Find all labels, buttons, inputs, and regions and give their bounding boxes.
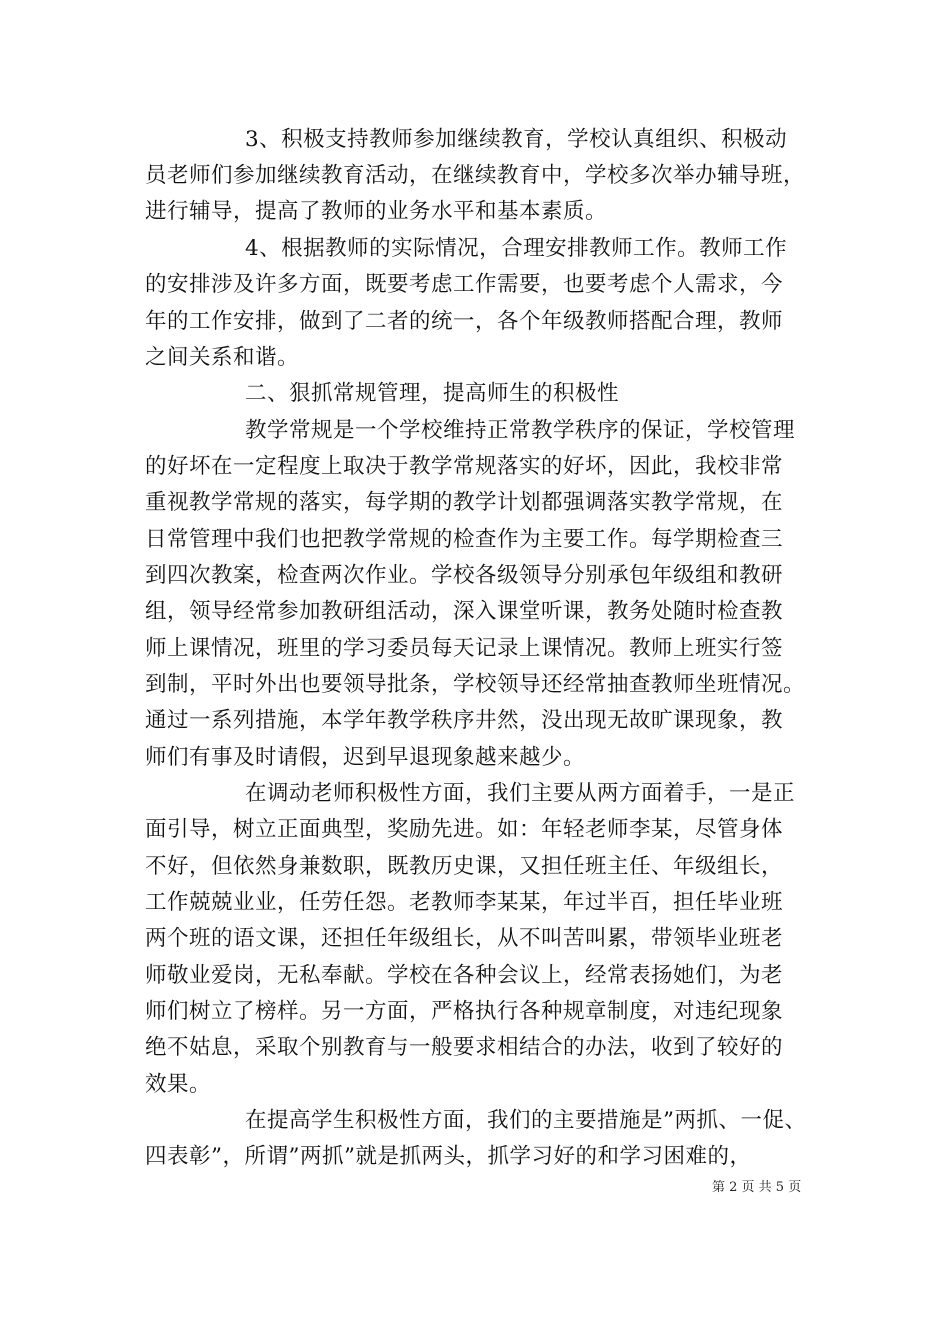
text-line: 四表彰”，所谓”两抓”就是抓两头，抓学习好的和学习困难的， (145, 1144, 752, 1169)
text-line: 两个班的语文课，还担任年级组长，从不叫苦叫累，带领毕业班老 (145, 926, 784, 951)
text-line: 4、根据教师的实际情况，合理安排教师工作。教师工作 (245, 236, 788, 261)
text-line: 的安排涉及许多方面，既要考虑工作需要，也要考虑个人需求，今 (145, 272, 784, 297)
text-line: 绝不姑息，采取个别教育与一般要求相结合的办法，收到了较好的 (145, 1035, 784, 1060)
text-line: 年的工作安排，做到了二者的统一，各个年级教师搭配合理，教师 (145, 309, 784, 334)
text-line: 组，领导经常参加教研组活动，深入课堂听课，教务处随时检查教 (145, 599, 784, 624)
section-heading: 二、狠抓常规管理，提高师生的积极性 (245, 381, 620, 406)
text-line: 工作兢兢业业，任劳任怨。老教师李某某，年过半百，担任毕业班 (145, 890, 784, 915)
text-line: 通过一系列措施，本学年教学秩序井然，没出现无故旷课现象，教 (145, 708, 784, 733)
page-number-footer: 第 2 页 共 5 页 (712, 1180, 802, 1195)
text-line: 到四次教案，检查两次作业。学校各级领导分别承包年级组和教研 (145, 563, 784, 588)
text-line: 的好坏在一定程度上取决于教学常规落实的好坏，因此，我校非常 (145, 454, 784, 479)
text-line: 进行辅导，提高了教师的业务水平和基本素质。 (145, 199, 608, 224)
text-line: 员老师们参加继续教育活动，在继续教育中，学校多次举办辅导班， (145, 163, 806, 188)
text-line: 在提高学生积极性方面，我们的主要措施是”两抓、一促、 (245, 1108, 807, 1133)
text-line: 不好，但依然身兼数职，既教历史课，又担任班主任、年级组长， (145, 854, 784, 879)
text-line: 之间关系和谐。 (145, 345, 300, 370)
text-line: 师们有事及时请假，迟到早退现象越来越少。 (145, 745, 586, 770)
text-line: 教学常规是一个学校维持正常教学秩序的保证，学校管理 (245, 418, 796, 443)
text-line: 到制，平时外出也要领导批条，学校领导还经常抽查教师坐班情况。 (145, 672, 806, 697)
text-line: 在调动老师积极性方面，我们主要从两方面着手，一是正 (245, 781, 796, 806)
text-line: 师们树立了榜样。另一方面，严格执行各种规章制度，对违纪现象 (145, 999, 784, 1024)
text-line: 3、积极支持教师参加继续教育，学校认真组织、积极动 (245, 127, 788, 152)
text-line: 日常管理中我们也把教学常规的检查作为主要工作。每学期检查三 (145, 527, 784, 552)
text-line: 重视教学常规的落实，每学期的教学计划都强调落实教学常规，在 (145, 490, 784, 515)
text-line: 效果。 (145, 1072, 212, 1097)
text-line: 师上课情况，班里的学习委员每天记录上课情况。教师上班实行签 (145, 636, 784, 661)
text-line: 师敬业爱岗，无私奉献。学校在各种会议上，经常表扬她们，为老 (145, 963, 784, 988)
text-line: 面引导，树立正面典型，奖励先进。如：年轻老师李某，尽管身体 (145, 817, 784, 842)
